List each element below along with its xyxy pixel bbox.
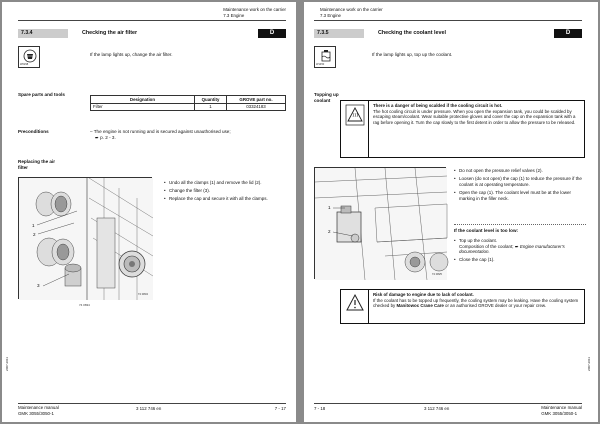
- table-row: [91, 103, 286, 111]
- callout-2: 2: [33, 232, 36, 237]
- section-number: 7.3.5: [314, 29, 364, 38]
- header-line2: 7.3 Engine: [223, 12, 245, 18]
- list-item: [454, 238, 588, 255]
- air-filter-lamp-icon: [18, 46, 40, 68]
- spare-parts-label: Spare parts and tools: [18, 92, 65, 97]
- intro-text: If the lamp lights up, top up the coolant.: [372, 52, 453, 57]
- figure-code: 74 0834: [79, 303, 90, 307]
- coolant-level-lamp-icon: [314, 46, 336, 68]
- footer-doc-number: 3 112 746 en: [424, 405, 450, 411]
- callout-2: 2: [328, 229, 331, 234]
- header-rule: [314, 20, 582, 21]
- callout-1: 1: [32, 223, 35, 228]
- list-item: • Undo all the clamps (1) and remove the lid (2).: [164, 180, 286, 186]
- figure-code-label: 74 0825: [431, 271, 442, 276]
- right-page: [304, 2, 598, 422]
- cell-designation: Filter: [91, 103, 195, 111]
- side-code: 2007.2011: [587, 357, 592, 371]
- header-line1: Maintenance work on the carrier: [320, 7, 383, 12]
- list-item: • Close the cap (1).: [454, 257, 588, 263]
- section-title: Checking the air filter: [82, 30, 138, 37]
- figure-code-label: 74 0834: [137, 291, 148, 296]
- col-quantity: Quantity: [195, 96, 227, 104]
- footer-rule: [18, 403, 286, 404]
- air-filter-steps: [164, 180, 286, 204]
- list-item: • Loosen (do not open) the cap (1) to reduce the pressure if the coolant is at operating temperature.: [454, 176, 588, 187]
- callout-3: 3: [37, 283, 40, 288]
- page-header: [223, 7, 286, 18]
- callout-1: 1: [328, 205, 331, 210]
- list-item: • Open the cap (1). The coolant level must be at the lower marking in the filler neck.: [454, 190, 588, 201]
- page-number: 7 - 17: [274, 405, 286, 411]
- footer-line1: Maintenance manual: [541, 405, 582, 410]
- air-filter-figure: [18, 177, 152, 307]
- divider: [454, 224, 586, 225]
- precondition: The engine is not running and is secured against unauthorised use;: [93, 129, 231, 134]
- risk-text-b: or an authorised GROVE dealer or your repair crew.: [445, 303, 547, 308]
- list-item: • Replace the cap and secure it with all the clamps.: [164, 196, 286, 202]
- footer-line2: GMK 3055/3050-1: [18, 410, 54, 416]
- warning-hot-icon: [341, 101, 369, 157]
- intro-text: If the lamp lights up, change the air filter.: [90, 52, 173, 57]
- precondition-text: – The engine is not running and is secured against unauthorised use; ➨ p. 2 - 3.: [90, 129, 231, 140]
- page-number: 7 - 18: [314, 405, 326, 411]
- danger-text: The hot cooling circuit is under pressure. When you open the expansion tank, you could be scalded by escaping steam/coolant. Wear suitable protective gloves and cover the cap on the expansion tank with a rag before opening it. Turn the cap slowly to the first detent in order to allow the pressure to be released.: [373, 108, 576, 125]
- risk-body: [373, 292, 581, 309]
- parts-table: [90, 95, 286, 111]
- header-line1: Maintenance work on the carrier: [223, 7, 286, 12]
- footer-line1: Maintenance manual: [18, 405, 59, 410]
- danger-title: There is a danger of being scalded if the cooling circuit is hot.: [373, 103, 503, 108]
- coolant-low-steps: [454, 238, 588, 266]
- section-level-badge: D: [554, 29, 582, 38]
- replacing-label: Replacing the air filter: [18, 159, 56, 170]
- arrow-ref-icon: ➨: [95, 134, 101, 140]
- coolant-figure: [314, 167, 446, 279]
- section-bar: [314, 29, 582, 38]
- danger-body: [373, 103, 581, 125]
- risk-brand: Manitowoc Crane Care: [396, 303, 444, 308]
- composition-text: Composition of the coolant;: [459, 243, 514, 249]
- risk-text-a: If the coolant has to be topped up frequently, the cooling system may be leaking. Have the cooling system checked by: [373, 297, 579, 308]
- composition-ref[interactable]: Engine manufacturer's documentation.: [459, 243, 565, 255]
- list-item: • Do not open the pressure relief valves (2).: [454, 168, 588, 174]
- risk-text: [373, 298, 581, 309]
- cell-quantity: 1: [195, 103, 227, 111]
- coolant-low-label: If the coolant level is too low:: [454, 228, 519, 233]
- preconditions-label: Preconditions: [18, 129, 49, 134]
- coolant-steps: [454, 168, 588, 204]
- section-level-badge: D: [258, 29, 286, 38]
- topping-up-label: Topping up coolant: [314, 92, 339, 103]
- section-number: 7.3.4: [18, 29, 68, 38]
- footer-manual: [18, 405, 59, 416]
- page-header: [320, 7, 383, 18]
- footer-rule: [314, 403, 582, 404]
- header-line2: 7.3 Engine: [320, 12, 341, 18]
- step-top-up: Top up the coolant.: [459, 238, 498, 243]
- list-item: • Change the filter (3).: [164, 188, 286, 194]
- risk-title: Risk of damage to engine due to lack of coolant.: [373, 292, 474, 297]
- col-designation: Designation: [91, 96, 195, 104]
- side-code: 2007.2011: [5, 357, 9, 371]
- icon-caption: W0298: [20, 62, 29, 66]
- cell-part-no: 03324183: [227, 103, 286, 111]
- header-rule: [18, 20, 286, 21]
- precondition-ref[interactable]: p. 2 - 3.: [100, 134, 116, 140]
- footer-manual: [541, 405, 582, 416]
- col-part-no: GROVE part no.: [227, 96, 286, 104]
- section-bar: [18, 29, 286, 38]
- footer-doc-number: 3 112 746 en: [136, 405, 162, 411]
- left-page: [2, 2, 296, 422]
- icon-caption: W1450: [316, 62, 325, 66]
- footer-line2: GMK 3055/3050-1: [541, 410, 578, 416]
- risk-box: [340, 289, 585, 324]
- engine-damage-icon: [341, 290, 369, 323]
- arrow-ref-icon: ➨: [514, 243, 520, 249]
- danger-box: [340, 100, 585, 158]
- section-title: Checking the coolant level: [378, 30, 446, 37]
